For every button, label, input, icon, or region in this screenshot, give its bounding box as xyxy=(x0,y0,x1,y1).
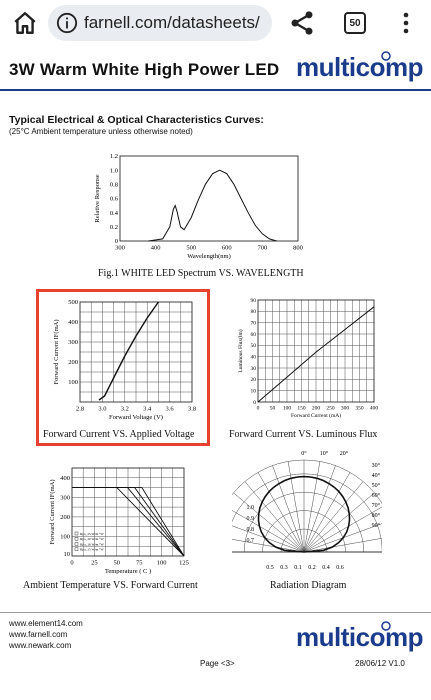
x-tick-label: 0 xyxy=(70,559,74,567)
angle-tick-label: 70° xyxy=(371,503,380,509)
highlight-box xyxy=(36,289,210,446)
y-tick-label: 50 xyxy=(250,343,256,350)
x-tick-label: 0.3 xyxy=(280,565,288,571)
x-tick-label: 25 xyxy=(91,559,98,567)
y-tick-label: 200 xyxy=(68,359,78,367)
radius-tick-label: 0.8 xyxy=(246,527,254,533)
legend-entry: Rj/a_15 W/m °W xyxy=(80,547,104,552)
y-tick-label: 0 xyxy=(253,399,256,406)
x-axis-label: Wavelength(nm) xyxy=(187,253,231,260)
angle-tick-label: 20° xyxy=(339,451,349,457)
x-tick-label: 300 xyxy=(340,405,350,412)
x-tick-label: 2.8 xyxy=(75,405,85,413)
radius-tick-label: 1.0 xyxy=(246,505,254,511)
x-tick-label: 0.1 xyxy=(294,565,302,571)
x-tick-label: 100 xyxy=(156,559,167,567)
x-tick-label: 800 xyxy=(293,244,303,252)
y-tick-label: 70 xyxy=(250,320,256,327)
y-tick-label: 0 xyxy=(114,238,118,246)
y-tick-label: 20 xyxy=(250,377,256,384)
x-axis-label: Temperature ( C ) xyxy=(104,568,152,574)
angle-tick-label: 80° xyxy=(371,513,380,519)
y-tick-label: 30 xyxy=(250,365,256,372)
x-tick-label: 125 xyxy=(179,559,189,567)
legend-swatch xyxy=(75,532,78,535)
header-divider xyxy=(0,89,431,91)
angle-tick-label: 40° xyxy=(371,473,380,479)
radial-gridline xyxy=(232,521,304,552)
footer-link-element14[interactable]: www.element14.com xyxy=(9,619,83,628)
x-tick-label: 75 xyxy=(135,559,143,567)
radiation-chart xyxy=(232,448,382,573)
derating-chart-svg xyxy=(48,462,193,574)
y-tick-label: 0.8 xyxy=(109,181,118,189)
y-tick-label: 10 xyxy=(63,551,70,559)
series-line-0 xyxy=(149,170,277,241)
footer-link-farnell[interactable]: www.farnell.com xyxy=(9,630,68,639)
x-tick-label: 0.4 xyxy=(322,565,330,571)
y-axis-label: Relative Response xyxy=(94,174,101,223)
y-tick-label: 60 xyxy=(250,331,256,338)
y-axis-label: Luminous Flux(lm) xyxy=(238,329,244,373)
y-tick-label: 400 xyxy=(68,319,78,327)
footer-link-newark[interactable]: www.newark.com xyxy=(9,641,72,650)
x-axis-label: Forward Current (mA) xyxy=(290,413,342,419)
x-tick-label: 0.2 xyxy=(308,565,316,571)
x-tick-label: 50 xyxy=(113,559,121,567)
page-number: Page <3> xyxy=(200,659,235,668)
logo-mark-icon xyxy=(381,51,391,61)
y-tick-label: 40 xyxy=(250,354,256,361)
x-tick-label: 500 xyxy=(186,244,197,252)
multicomp-logo: multicomp xyxy=(296,52,423,82)
y-tick-label: 500 xyxy=(68,299,78,307)
flux-chart-svg xyxy=(236,296,381,426)
angle-tick-label: 50° xyxy=(371,483,380,489)
y-tick-label: 1.2 xyxy=(109,153,118,161)
section-title: Typical Electrical & Optical Characteristics Curves: xyxy=(9,114,264,126)
legend-swatch xyxy=(75,548,78,551)
more-menu-icon[interactable] xyxy=(396,11,416,35)
url-text: farnell.com/datasheets/ xyxy=(84,13,260,32)
radius-tick-label: 0.7 xyxy=(246,538,254,544)
plot-frame xyxy=(120,156,298,241)
x-tick-label: 100 xyxy=(282,405,292,412)
y-tick-label: 100 xyxy=(60,533,70,541)
iv-caption: Forward Current VS. Applied Voltage xyxy=(43,429,195,440)
x-tick-label: 700 xyxy=(257,244,268,252)
y-tick-label: 10 xyxy=(250,388,256,395)
page-date-version: 28/06/12 V1.0 xyxy=(355,659,405,668)
y-axis-label: Forward Current IF(mA) xyxy=(53,319,60,385)
x-tick-label: 3.6 xyxy=(165,405,174,413)
radius-tick-label: 0.9 xyxy=(246,516,254,522)
angle-tick-label: 30° xyxy=(371,463,380,469)
y-tick-label: 300 xyxy=(68,339,78,347)
x-tick-label: 200 xyxy=(311,405,321,412)
y-tick-label: 300 xyxy=(60,494,70,502)
legend-entry: Rj/a_20 W/m °W xyxy=(80,537,104,542)
x-tick-label: 250 xyxy=(326,405,335,412)
radial-gridline xyxy=(232,506,304,552)
angle-tick-label: 90° xyxy=(371,523,380,529)
y-tick-label: 1.0 xyxy=(109,167,118,175)
legend-swatch xyxy=(75,537,78,540)
browser-toolbar xyxy=(0,0,431,46)
x-tick-label: 0 xyxy=(256,405,260,412)
flux-chart xyxy=(236,296,381,426)
y-axis-label: Forward Current IF(mA) xyxy=(49,479,56,545)
section-subtitle: (25°C Ambient temperature unless otherwise noted) xyxy=(9,127,193,136)
y-tick-label: 90 xyxy=(250,297,256,304)
radial-gridline xyxy=(304,521,382,552)
x-tick-label: 150 xyxy=(297,405,306,412)
y-tick-label: 80 xyxy=(250,309,256,316)
derating-chart xyxy=(48,462,193,574)
x-tick-label: 3.0 xyxy=(98,405,107,413)
radiation-chart-svg xyxy=(232,448,382,573)
x-tick-label: 400 xyxy=(150,244,161,252)
footer-divider xyxy=(0,612,431,613)
y-tick-label: 400 xyxy=(60,474,70,482)
tab-switcher-button[interactable]: 50 xyxy=(344,12,366,34)
x-tick-label: 3.4 xyxy=(143,405,152,413)
x-tick-label: 0.5 xyxy=(266,565,274,571)
share-icon[interactable] xyxy=(288,9,316,37)
radial-gridline xyxy=(232,536,304,552)
x-tick-label: 600 xyxy=(221,244,232,252)
legend-entry: Rj/a_16 W/m °W xyxy=(80,542,104,547)
y-tick-label: 200 xyxy=(60,514,70,522)
footer-logo-mark-icon xyxy=(381,621,391,631)
radiation-caption: Radiation Diagram xyxy=(270,580,347,591)
x-axis-label: Forward Voltage (V) xyxy=(109,414,163,421)
x-tick-label: 350 xyxy=(355,405,364,412)
x-tick-label: 50 xyxy=(269,405,276,412)
spectrum-chart xyxy=(92,150,307,265)
derating-caption: Ambient Temperature VS. Forward Current xyxy=(23,580,198,591)
flux-caption: Forward Current VS. Luminous Flux xyxy=(229,429,378,440)
document-title: 3W Warm White High Power LED xyxy=(9,60,280,79)
footer-links xyxy=(9,618,83,651)
legend-swatch xyxy=(75,542,78,545)
legend-entry: Rj/a_25 W/m °W xyxy=(80,532,104,536)
spectrum-chart-svg xyxy=(92,150,307,265)
y-tick-label: 0.6 xyxy=(109,195,118,203)
spectrum-caption: Fig.1 WHITE LED Spectrum VS. WAVELENGTH xyxy=(98,268,304,279)
angle-tick-label: 60° xyxy=(371,493,380,499)
angle-tick-label: 0° xyxy=(301,451,307,457)
x-tick-label: 3.2 xyxy=(120,405,129,413)
address-bar[interactable] xyxy=(48,5,272,41)
x-tick-label: 400 xyxy=(369,405,379,412)
info-icon[interactable] xyxy=(56,12,78,34)
y-tick-label: 0.2 xyxy=(109,224,118,231)
x-tick-label: 3.8 xyxy=(187,405,197,413)
x-tick-label: 300 xyxy=(115,244,125,252)
x-tick-label: 0.6 xyxy=(336,565,344,571)
angle-tick-label: 10° xyxy=(319,451,329,457)
y-tick-label: 0.4 xyxy=(109,209,118,217)
y-tick-label: 100 xyxy=(68,379,78,387)
home-icon[interactable] xyxy=(12,10,38,36)
footer-multicomp-logo: multicomp xyxy=(296,622,423,652)
